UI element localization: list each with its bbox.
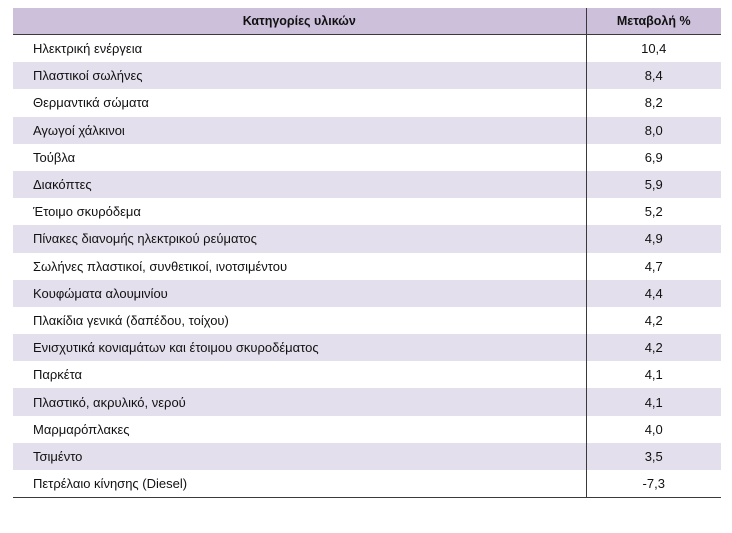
table-row [13,361,721,388]
row-change: -7,3 [586,470,721,498]
row-category: Έτοιμο σκυρόδεμα [13,198,586,225]
row-change: 4,2 [586,334,721,361]
row-change: 8,4 [586,62,721,89]
table-row [13,198,721,225]
row-change: 4,0 [586,416,721,443]
row-category: Πετρέλαιο κίνησης (Diesel) [13,470,586,498]
row-category: Τσιμέντο [13,443,586,470]
table-row [13,416,721,443]
table-header [13,8,721,35]
row-change: 5,9 [586,171,721,198]
table-row [13,443,721,470]
row-change: 8,2 [586,89,721,116]
table-container [13,8,721,498]
row-change: 10,4 [586,35,721,63]
table-row [13,89,721,116]
header-category: Κατηγορίες υλικών [13,8,586,35]
row-change: 6,9 [586,144,721,171]
row-change: 5,2 [586,198,721,225]
table-row [13,225,721,252]
row-change: 4,7 [586,253,721,280]
row-category: Μαρμαρόπλακες [13,416,586,443]
header-change-percent: Μεταβολή % [586,8,721,35]
row-change: 4,4 [586,280,721,307]
row-category: Θερμαντικά σώματα [13,89,586,116]
row-change: 4,1 [586,388,721,415]
row-category: Πλαστικοί σωλήνες [13,62,586,89]
table-row [13,470,721,498]
row-category: Πλαστικό, ακρυλικό, νερού [13,388,586,415]
table-row [13,307,721,334]
row-change: 4,9 [586,225,721,252]
row-change: 4,2 [586,307,721,334]
row-category: Αγωγοί χάλκινοι [13,117,586,144]
materials-price-change-table [13,8,721,498]
row-category: Διακόπτες [13,171,586,198]
row-change: 4,1 [586,361,721,388]
row-category: Παρκέτα [13,361,586,388]
row-category: Ενισχυτικά κονιαμάτων και έτοιμου σκυροδέματος [13,334,586,361]
table-row [13,171,721,198]
table-row [13,62,721,89]
table-row [13,253,721,280]
row-category: Πλακίδια γενικά (δαπέδου, τοίχου) [13,307,586,334]
table-row [13,334,721,361]
table-row [13,117,721,144]
row-category: Πίνακες διανομής ηλεκτρικού ρεύματος [13,225,586,252]
table-row [13,280,721,307]
row-change: 8,0 [586,117,721,144]
row-change: 3,5 [586,443,721,470]
header-row [13,8,721,35]
row-category: Σωλήνες πλαστικοί, συνθετικοί, ινοτσιμέντου [13,253,586,280]
row-category: Ηλεκτρική ενέργεια [13,35,586,63]
table-body [13,35,721,498]
row-category: Τούβλα [13,144,586,171]
table-row [13,35,721,63]
table-row [13,144,721,171]
row-category: Κουφώματα αλουμινίου [13,280,586,307]
table-row [13,388,721,415]
